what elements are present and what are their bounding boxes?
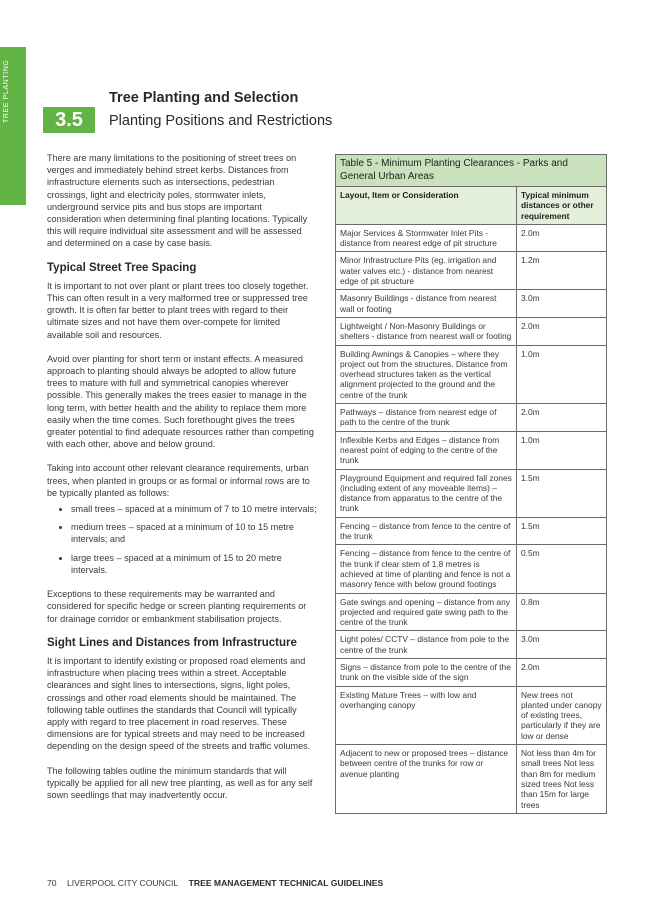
table-cell-item: Gate swings and opening – distance from any projected and required gate swing path to the centre of the trunk xyxy=(336,593,517,631)
page-title: Tree Planting and Selection xyxy=(109,90,299,106)
table-cell-item: Masonry Buildings - distance from nearest wall or footing xyxy=(336,290,517,318)
table-row xyxy=(336,686,607,744)
table-cell-item: Major Services & Stormwater Inlet Pits - distance from nearest edge of pit structure xyxy=(336,224,517,252)
spacing-paragraph-1: It is important to not over plant or plant trees too closely together. This can often result in a very malformed tree or suppressed tree growth. It is often far better to plant trees with regard to their ultimate sizes and not have them over-compete for limited available soil and resources. xyxy=(47,280,309,340)
table-cell-item: Building Awnings & Canopies – where they project out from the structures. Distance from overhead structures taken as the vertical alignment projected to the ground and the centre of the trunk xyxy=(336,345,517,403)
table-row xyxy=(336,224,607,252)
spacing-paragraph-4: Exceptions to these requirements may be warranted and considered for specific hedge or screen planting requirements or for drainage corridor or embankment stabilisation projects. xyxy=(47,589,307,624)
table-row xyxy=(336,469,607,517)
page-footer xyxy=(47,878,391,888)
table-row xyxy=(336,658,607,686)
table-cell-item: Playground Equipment and required fall zones (including extent of any moveable items) – distance from apparatus to the centre of the trunk xyxy=(336,469,517,517)
sightlines-heading: Sight Lines and Distances from Infrastructure xyxy=(47,636,297,649)
table-row xyxy=(336,745,607,814)
table-cell-item: Inflexible Kerbs and Edges – distance from nearest point of edging to the centre of the trunk xyxy=(336,431,517,469)
section-number-badge: 3.5 xyxy=(43,107,95,133)
table-row xyxy=(336,404,607,432)
page-subtitle: Planting Positions and Restrictions xyxy=(109,113,333,129)
table-cell-requirement: 0.5m xyxy=(517,545,607,593)
table-row xyxy=(336,317,607,345)
table-cell-requirement: 1.5m xyxy=(517,517,607,545)
table-cell-item: Fencing – distance from fence to the centre of the trunk if clear stem of 1.8 metres is achieved at time of planting and fence is not a masonry fence with below ground footings xyxy=(336,545,517,593)
table-cell-item: Minor Infrastructure Pits (eg. irrigation and water valves etc.) - distance from nearest edge of pit structure xyxy=(336,252,517,290)
spacing-heading: Typical Street Tree Spacing xyxy=(47,261,197,274)
intro-paragraph: There are many limitations to the positioning of street trees on verges and immediately behind street kerbs. Distances from infrastructure elements such as intersections, pedestrian crossings, light and electricity poles, stormwater inlets, underground service pits and bus stops are important consideration when determining final planting locations. Typically this will require individual site assessment and will be assessed and determined on a case by case basis. xyxy=(47,153,308,249)
table-row xyxy=(336,290,607,318)
table-header-item: Layout, Item or Consideration xyxy=(336,187,517,225)
table-row xyxy=(336,431,607,469)
table-row xyxy=(336,252,607,290)
table-row xyxy=(336,593,607,631)
table-row xyxy=(336,631,607,659)
table-caption: Table 5 - Minimum Planting Clearances - Parks and General Urban Areas xyxy=(336,155,607,187)
spacing-paragraph-2: Avoid over planting for short term or instant effects. A measured approach to planting should always be adopted to allow future trees to mature with full and symmetrical canopies wherever possible. This generally makes the trees easier to manage in the long term, with better health and the ability to replace them more easily when the time comes. Such forethought gives the trees greater potential to find adequate resources rather than competing with each other, above and below ground. xyxy=(47,353,314,450)
table-cell-requirement: 2.0m xyxy=(517,404,607,432)
sightlines-paragraph-2: The following tables outline the minimum standards that will typically be applied for all new tree planting, as well as for any self sown seedlings that may inadvertently occur. xyxy=(47,765,313,800)
clearances-table xyxy=(335,154,607,814)
body-text-column xyxy=(47,152,317,813)
table-cell-item: Existing Mature Trees – with low and overhanging canopy xyxy=(336,686,517,744)
page-number: 70 xyxy=(47,878,57,888)
table-cell-item: Light poles/ CCTV – distance from pole to the centre of the trunk xyxy=(336,631,517,659)
footer-organisation: LIVERPOOL CITY COUNCIL xyxy=(66,878,179,888)
table-cell-requirement: 0.8m xyxy=(517,593,607,631)
footer-document-title: TREE MANAGEMENT TECHNICAL GUIDELINES xyxy=(188,878,384,888)
table-cell-requirement: 3.0m xyxy=(517,631,607,659)
table-cell-requirement: 1.0m xyxy=(517,345,607,403)
list-item: • small trees – spaced at a minimum of 7 to 10 metre intervals; xyxy=(71,503,317,515)
list-item: • medium trees – spaced at a minimum of 10 to 15 metre intervals; and xyxy=(71,521,317,545)
list-item: • large trees – spaced at a minimum of 15 to 20 metre intervals. xyxy=(71,552,317,576)
table-row xyxy=(336,345,607,403)
table-cell-requirement: 2.0m xyxy=(517,224,607,252)
table-header-requirement: Typical minimum distances or other requirement xyxy=(517,187,607,225)
spacing-list xyxy=(47,503,317,576)
table-cell-requirement: 2.0m xyxy=(517,658,607,686)
table-cell-item: Fencing – distance from fence to the centre of the trunk xyxy=(336,517,517,545)
table-cell-item: Signs – distance from pole to the centre of the trunk on the visible side of the sign xyxy=(336,658,517,686)
table-cell-requirement: 1.0m xyxy=(517,431,607,469)
sightlines-paragraph-1: It is important to identify existing or proposed road elements and infrastructure when placing trees within a street. Acceptable clearances and sight lines to intersections, signs, light poles, crossings and other road elements should be maintained. The following table outlines the standards that Council will typically apply with regard to tree placement in road reserves. These dimensions are for typical streets and may need to be increased depending on the design speed of the streets and traffic volumes. xyxy=(47,655,311,752)
table-cell-requirement: New trees not planted under canopy of existing trees, particularly if they are low or dense xyxy=(517,686,607,744)
table-cell-requirement: 1.5m xyxy=(517,469,607,517)
table-row xyxy=(336,517,607,545)
side-tab-label: TREE PLANTING xyxy=(3,60,10,124)
table-cell-item: Pathways – distance from nearest edge of path to the centre of the trunk xyxy=(336,404,517,432)
table-cell-requirement: Not less than 4m for small trees Not less than 8m for medium sized trees Not less than 15m for large trees xyxy=(517,745,607,814)
table-cell-item: Lightweight / Non-Masonry Buildings or shelters - distance from nearest wall or footing xyxy=(336,317,517,345)
table-cell-item: Adjacent to new or proposed trees – distance between centre of the trunks for row or avenue planting xyxy=(336,745,517,814)
table-cell-requirement: 3.0m xyxy=(517,290,607,318)
spacing-paragraph-3: Taking into account other relevant clearance requirements, urban trees, when planted in groups or as formal or informal rows are to be typically planted as follows: xyxy=(47,463,310,498)
table-cell-requirement: 1.2m xyxy=(517,252,607,290)
table-row xyxy=(336,545,607,593)
table-cell-requirement: 2.0m xyxy=(517,317,607,345)
